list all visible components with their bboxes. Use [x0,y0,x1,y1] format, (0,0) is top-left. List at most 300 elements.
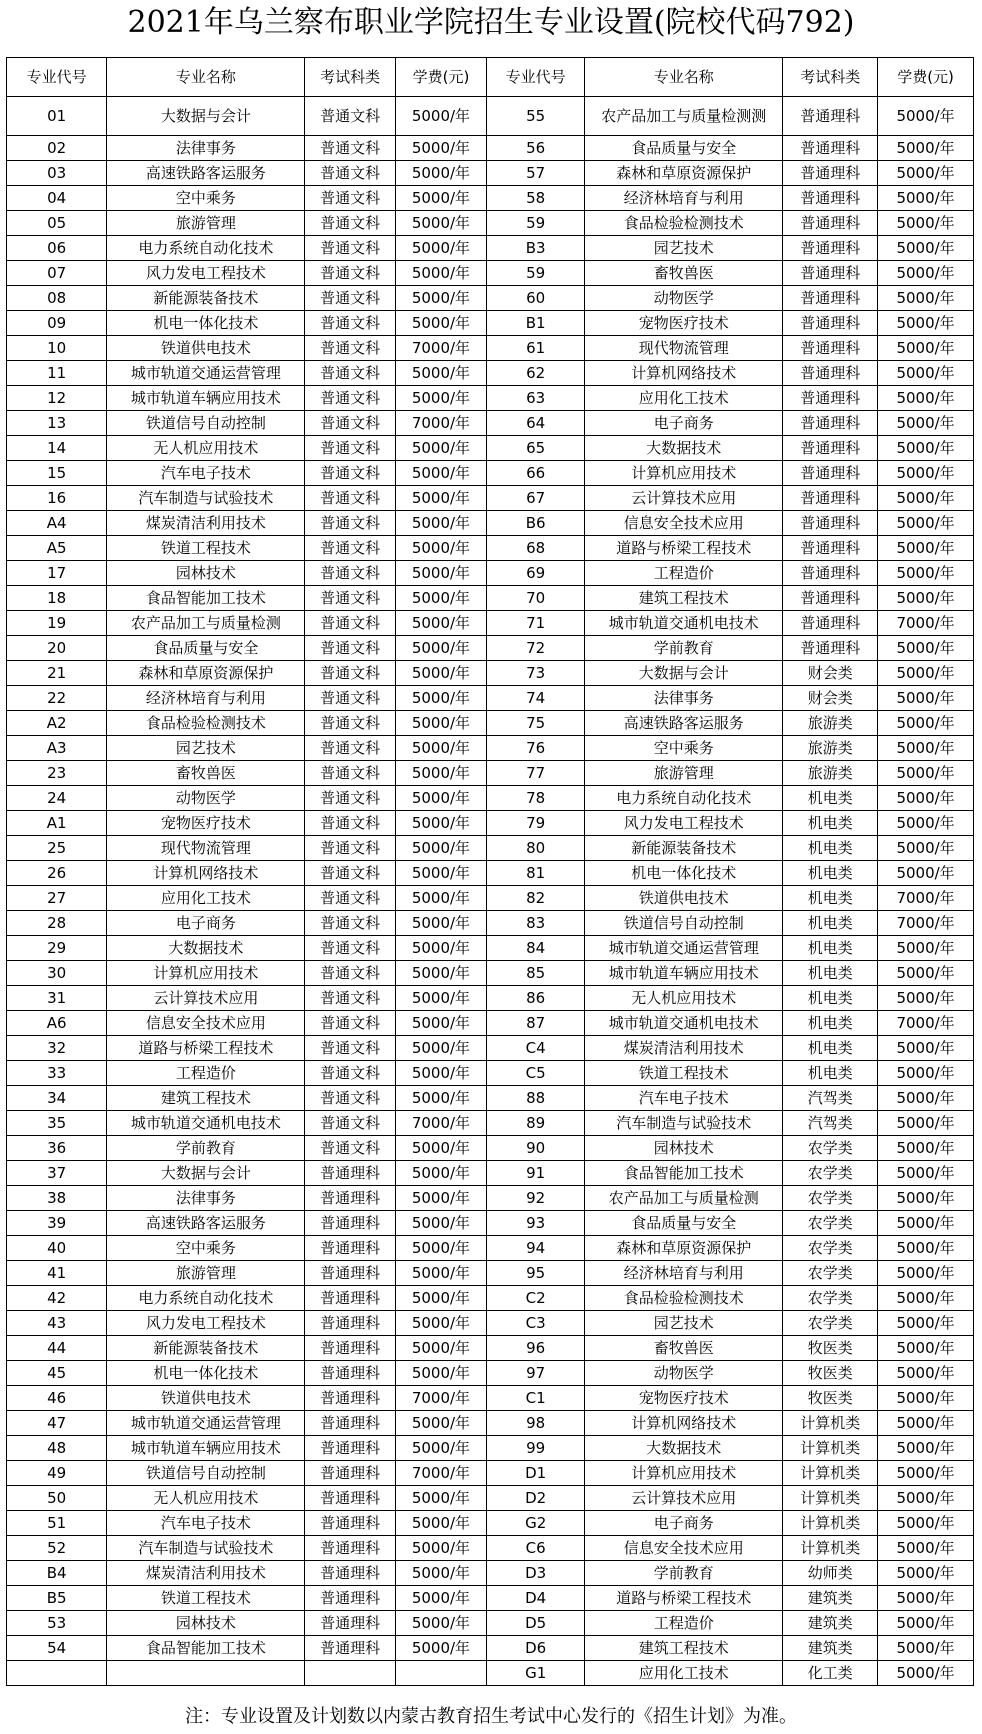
table-row [7,1436,974,1461]
major-code: 98 [487,1411,585,1436]
major-code: 99 [487,1436,585,1461]
major-code: 33 [7,1061,107,1086]
major-name: 风力发电工程技术 [107,1311,305,1336]
exam-category: 普通理科 [783,311,878,336]
major-name: 无人机应用技术 [585,986,783,1011]
major-name: 园林技术 [585,1136,783,1161]
major-name: 园艺技术 [585,236,783,261]
major-name: 铁道信号自动控制 [585,911,783,936]
major-name: 铁道信号自动控制 [107,1461,305,1486]
exam-category: 普通理科 [305,1336,395,1361]
exam-category: 普通文科 [305,586,395,611]
exam-category: 计算机类 [783,1486,878,1511]
exam-category: 普通理科 [305,1511,395,1536]
exam-category: 普通理科 [305,1236,395,1261]
exam-category: 普通理科 [305,1211,395,1236]
table-row [7,1586,974,1611]
major-code: C3 [487,1311,585,1336]
exam-category: 普通理科 [783,411,878,436]
table-row [7,361,974,386]
exam-category: 财会类 [783,661,878,686]
major-code: 37 [7,1161,107,1186]
exam-category: 农学类 [783,1286,878,1311]
exam-category: 普通文科 [305,886,395,911]
major-name: 云计算技术应用 [585,486,783,511]
major-code: C4 [487,1036,585,1061]
tuition: 7000/年 [395,1461,486,1486]
major-code: 49 [7,1461,107,1486]
major-code: 78 [487,786,585,811]
exam-category: 普通文科 [305,1036,395,1061]
major-name: 农产品加工与质量检测 [585,1186,783,1211]
major-code: 48 [7,1436,107,1461]
table-row [7,936,974,961]
major-name: 食品质量与安全 [585,1211,783,1236]
tuition: 5000/年 [395,386,486,411]
table-row [7,961,974,986]
table-row [7,1511,974,1536]
tuition: 5000/年 [395,861,486,886]
major-code: 67 [487,486,585,511]
tuition: 5000/年 [878,1236,974,1261]
exam-category: 机电类 [783,1011,878,1036]
tuition: 7000/年 [395,411,486,436]
tuition: 5000/年 [878,461,974,486]
tuition: 5000/年 [878,1486,974,1511]
major-code: 21 [7,661,107,686]
majors-table [6,57,974,1686]
major-code: 64 [487,411,585,436]
tuition: 5000/年 [395,1311,486,1336]
major-name: 计算机应用技术 [585,461,783,486]
tuition: 5000/年 [878,436,974,461]
major-code: 38 [7,1186,107,1211]
major-code: 55 [487,97,585,136]
exam-category [305,1661,395,1686]
tuition: 5000/年 [395,536,486,561]
exam-category: 牧医类 [783,1361,878,1386]
major-code: 09 [7,311,107,336]
major-name: 建筑工程技术 [107,1086,305,1111]
major-name: 法律事务 [107,1186,305,1211]
exam-category: 旅游类 [783,761,878,786]
major-code: 17 [7,561,107,586]
major-code: 54 [7,1636,107,1661]
tuition: 5000/年 [878,986,974,1011]
tuition: 5000/年 [395,961,486,986]
tuition: 5000/年 [878,586,974,611]
major-code [7,1661,107,1686]
major-name: 道路与桥梁工程技术 [107,1036,305,1061]
major-code: 23 [7,761,107,786]
major-name: 现代物流管理 [107,836,305,861]
tuition: 5000/年 [395,186,486,211]
exam-category: 普通文科 [305,786,395,811]
major-name: 畜牧兽医 [107,761,305,786]
major-code: 14 [7,436,107,461]
major-code: 13 [7,411,107,436]
major-name: 食品质量与安全 [585,136,783,161]
exam-category: 汽驾类 [783,1111,878,1136]
exam-category: 普通理科 [783,586,878,611]
major-code: C5 [487,1061,585,1086]
major-name: 机电一体化技术 [585,861,783,886]
exam-category: 普通理科 [783,236,878,261]
major-name [107,1661,305,1686]
major-code: 30 [7,961,107,986]
tuition: 5000/年 [395,1511,486,1536]
tuition: 5000/年 [395,1411,486,1436]
tuition: 5000/年 [878,1661,974,1686]
major-code: 66 [487,461,585,486]
major-name: 学前教育 [585,1561,783,1586]
tuition: 5000/年 [878,1161,974,1186]
major-code: 65 [487,436,585,461]
tuition: 5000/年 [878,1561,974,1586]
major-code: B6 [487,511,585,536]
major-code: G2 [487,1511,585,1536]
exam-category: 农学类 [783,1186,878,1211]
exam-category: 农学类 [783,1161,878,1186]
exam-category: 普通文科 [305,711,395,736]
table-row [7,986,974,1011]
table-row [7,186,974,211]
major-name: 农产品加工与质量检测测 [585,97,783,136]
tuition: 5000/年 [395,436,486,461]
table-row [7,1061,974,1086]
major-code: A2 [7,711,107,736]
major-name: 学前教育 [107,1136,305,1161]
major-code: 81 [487,861,585,886]
exam-category: 幼师类 [783,1561,878,1586]
exam-category: 普通理科 [783,486,878,511]
major-code: 93 [487,1211,585,1236]
major-name: 机电一体化技术 [107,1361,305,1386]
major-name: 森林和草原资源保护 [107,661,305,686]
major-code: D5 [487,1611,585,1636]
table-row [7,461,974,486]
major-code: 69 [487,561,585,586]
table-row [7,786,974,811]
tuition: 5000/年 [878,1636,974,1661]
exam-category: 建筑类 [783,1636,878,1661]
exam-category: 普通文科 [305,686,395,711]
tuition: 5000/年 [878,1361,974,1386]
table-row [7,686,974,711]
major-name: 城市轨道交通运营管理 [585,936,783,961]
major-code: 31 [7,986,107,1011]
table-row [7,411,974,436]
major-name: 云计算技术应用 [107,986,305,1011]
major-name: 空中乘务 [107,1236,305,1261]
tuition: 5000/年 [395,761,486,786]
tuition: 5000/年 [878,236,974,261]
major-code: C2 [487,1286,585,1311]
exam-category: 机电类 [783,936,878,961]
exam-category: 普通文科 [305,97,395,136]
table-row [7,436,974,461]
tuition: 5000/年 [395,686,486,711]
major-code: D3 [487,1561,585,1586]
tuition: 5000/年 [395,1611,486,1636]
tuition: 5000/年 [395,886,486,911]
exam-category: 普通文科 [305,1011,395,1036]
major-code: 19 [7,611,107,636]
table-row [7,1161,974,1186]
exam-category: 农学类 [783,1261,878,1286]
major-name: 计算机网络技术 [585,361,783,386]
exam-category: 普通理科 [305,1561,395,1586]
tuition: 5000/年 [878,936,974,961]
major-name: 计算机网络技术 [585,1411,783,1436]
major-name: 电力系统自动化技术 [107,236,305,261]
exam-category: 普通理科 [783,336,878,361]
exam-category: 普通理科 [305,1536,395,1561]
major-name: 铁道信号自动控制 [107,411,305,436]
exam-category: 普通理科 [783,511,878,536]
major-name: 城市轨道车辆应用技术 [107,386,305,411]
major-name: 铁道工程技术 [107,536,305,561]
exam-category: 农学类 [783,1311,878,1336]
exam-category: 普通文科 [305,736,395,761]
table-row [7,1286,974,1311]
major-name: 园艺技术 [107,736,305,761]
major-code: 10 [7,336,107,361]
exam-category: 普通理科 [305,1436,395,1461]
major-code: 45 [7,1361,107,1386]
exam-category: 机电类 [783,1036,878,1061]
major-code: 16 [7,486,107,511]
major-code: 83 [487,911,585,936]
major-name: 法律事务 [585,686,783,711]
exam-category: 普通文科 [305,311,395,336]
major-name: 信息安全技术应用 [107,1011,305,1036]
major-code: 97 [487,1361,585,1386]
major-name: 法律事务 [107,136,305,161]
major-code: B5 [7,1586,107,1611]
tuition: 5000/年 [395,936,486,961]
table-body [7,97,974,1686]
major-name: 经济林培育与利用 [585,1261,783,1286]
exam-category: 普通理科 [783,286,878,311]
tuition: 5000/年 [395,1061,486,1086]
exam-category: 机电类 [783,811,878,836]
tuition: 5000/年 [395,211,486,236]
tuition: 5000/年 [395,1161,486,1186]
table-row [7,1411,974,1436]
exam-category: 普通理科 [305,1636,395,1661]
major-name: 铁道供电技术 [585,886,783,911]
major-name: 城市轨道车辆应用技术 [585,961,783,986]
table-row [7,1236,974,1261]
tuition: 5000/年 [878,386,974,411]
table-row [7,1636,974,1661]
tuition: 5000/年 [395,1186,486,1211]
major-name: 大数据技术 [107,936,305,961]
major-name: 电力系统自动化技术 [107,1286,305,1311]
tuition: 5000/年 [878,1461,974,1486]
major-name: 汽车制造与试验技术 [585,1111,783,1136]
major-code: B4 [7,1561,107,1586]
tuition: 5000/年 [395,611,486,636]
major-code: 15 [7,461,107,486]
major-code: D1 [487,1461,585,1486]
exam-category: 机电类 [783,911,878,936]
major-code: G1 [487,1661,585,1686]
tuition: 5000/年 [878,511,974,536]
major-code: 76 [487,736,585,761]
major-name: 新能源装备技术 [585,836,783,861]
exam-category: 旅游类 [783,711,878,736]
major-name: 铁道供电技术 [107,1386,305,1411]
major-code: D6 [487,1636,585,1661]
major-code: 82 [487,886,585,911]
major-name: 电子商务 [107,911,305,936]
tuition: 5000/年 [395,836,486,861]
tuition: 5000/年 [878,211,974,236]
major-code: 24 [7,786,107,811]
exam-category: 普通文科 [305,1136,395,1161]
major-name: 计算机应用技术 [585,1461,783,1486]
major-code: A3 [7,736,107,761]
tuition: 5000/年 [878,486,974,511]
major-code: 41 [7,1261,107,1286]
major-code: 94 [487,1236,585,1261]
tuition: 5000/年 [878,1411,974,1436]
exam-category: 机电类 [783,786,878,811]
major-code: 42 [7,1286,107,1311]
major-code: 50 [7,1486,107,1511]
major-code: 35 [7,1111,107,1136]
exam-category: 机电类 [783,861,878,886]
major-name: 无人机应用技术 [107,436,305,461]
table-row [7,97,974,136]
exam-category: 普通文科 [305,211,395,236]
exam-category: 普通理科 [783,161,878,186]
tuition: 5000/年 [395,811,486,836]
major-code: 59 [487,211,585,236]
exam-category: 普通文科 [305,1086,395,1111]
major-code: 96 [487,1336,585,1361]
exam-category: 计算机类 [783,1436,878,1461]
major-code: 34 [7,1086,107,1111]
major-code: 75 [487,711,585,736]
major-code: 39 [7,1211,107,1236]
tuition: 7000/年 [395,1111,486,1136]
tuition: 5000/年 [395,1286,486,1311]
table-row [7,1211,974,1236]
tuition: 7000/年 [878,886,974,911]
exam-category: 计算机类 [783,1461,878,1486]
tuition: 5000/年 [395,1261,486,1286]
major-code: 90 [487,1136,585,1161]
major-name: 大数据技术 [585,436,783,461]
major-name: 应用化工技术 [585,386,783,411]
tuition: 5000/年 [395,786,486,811]
major-code: 58 [487,186,585,211]
table-row [7,236,974,261]
major-name: 建筑工程技术 [585,1636,783,1661]
major-name: 食品检验检测技术 [585,1286,783,1311]
table-row [7,311,974,336]
table-row [7,886,974,911]
major-code: D4 [487,1586,585,1611]
exam-category: 普通文科 [305,661,395,686]
exam-category: 普通文科 [305,136,395,161]
exam-category: 普通理科 [305,1361,395,1386]
major-code: 85 [487,961,585,986]
major-name: 电子商务 [585,411,783,436]
major-code: 61 [487,336,585,361]
table-row [7,711,974,736]
exam-category: 机电类 [783,836,878,861]
major-code: 72 [487,636,585,661]
major-code: 26 [7,861,107,886]
exam-category: 计算机类 [783,1536,878,1561]
major-name: 煤炭清洁利用技术 [585,1036,783,1061]
tuition: 5000/年 [878,1386,974,1411]
major-code: 70 [487,586,585,611]
major-code: 11 [7,361,107,386]
exam-category: 普通理科 [783,611,878,636]
major-name: 食品智能加工技术 [585,1161,783,1186]
major-code: 84 [487,936,585,961]
table-row [7,1561,974,1586]
table-row [7,536,974,561]
tuition: 5000/年 [878,761,974,786]
major-name: 高速铁路客运服务 [585,711,783,736]
exam-category: 普通理科 [783,136,878,161]
tuition: 5000/年 [878,1261,974,1286]
tuition: 5000/年 [395,136,486,161]
major-name: 经济林培育与利用 [107,686,305,711]
major-name: 农产品加工与质量检测 [107,611,305,636]
major-name: 汽车电子技术 [107,1511,305,1536]
major-name: 动物医学 [585,286,783,311]
exam-category: 普通文科 [305,936,395,961]
major-name: 汽车制造与试验技术 [107,1536,305,1561]
exam-category: 普通文科 [305,286,395,311]
tuition: 5000/年 [878,1186,974,1211]
exam-category: 普通理科 [783,211,878,236]
table-row [7,1136,974,1161]
exam-category: 普通理科 [305,1161,395,1186]
tuition: 5000/年 [395,1436,486,1461]
major-code: 25 [7,836,107,861]
tuition: 5000/年 [878,311,974,336]
tuition [395,1661,486,1686]
major-name: 园林技术 [107,1611,305,1636]
major-code: 05 [7,211,107,236]
major-name: 城市轨道交通运营管理 [107,1411,305,1436]
tuition: 5000/年 [878,736,974,761]
tuition: 5000/年 [878,661,974,686]
major-name: 工程造价 [107,1061,305,1086]
major-code: 32 [7,1036,107,1061]
tuition: 5000/年 [395,361,486,386]
exam-category: 普通文科 [305,761,395,786]
exam-category: 普通理科 [305,1261,395,1286]
tuition: 5000/年 [878,361,974,386]
table-row [7,211,974,236]
exam-category: 汽驾类 [783,1086,878,1111]
exam-category: 普通文科 [305,561,395,586]
major-name: 应用化工技术 [107,886,305,911]
major-name: 铁道供电技术 [107,336,305,361]
major-code: 80 [487,836,585,861]
header-fee: 学费(元) [395,58,486,97]
exam-category: 普通文科 [305,386,395,411]
